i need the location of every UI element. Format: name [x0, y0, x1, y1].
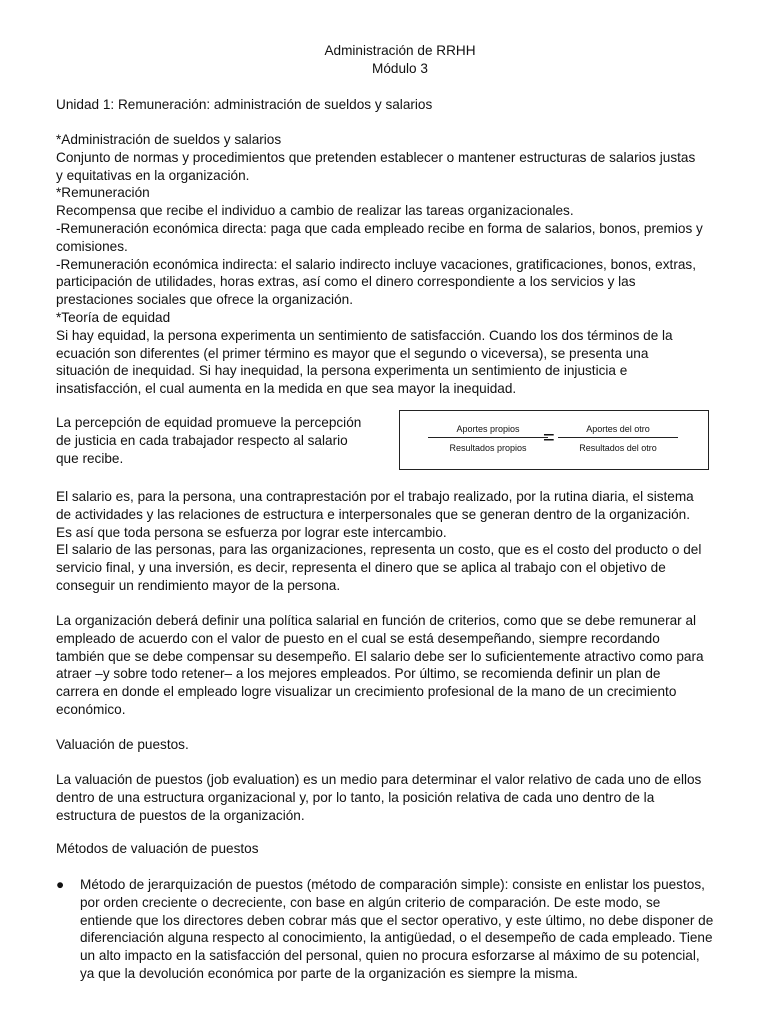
text-line: El salario es, para la persona, una contraprestación por el trabajo realizado, por la rutina diaria, el sistema: [56, 489, 694, 504]
equals-sign: =: [543, 427, 555, 449]
text-line: comisiones.: [56, 238, 128, 254]
job-evaluation-section: [56, 771, 736, 824]
text-line: Conjunto de normas y procedimientos que pretenden establecer o mantener estructuras de salarios justas: [56, 149, 696, 165]
text-line: *Remuneración: [56, 185, 150, 201]
text-line: entiende que los directores deben cobrar más que el sector operativo, y este último, no debe disponer de: [80, 912, 714, 928]
text-line: conseguir un rendimiento mayor de la persona.: [56, 577, 341, 593]
unit-title: Unidad 1: Remuneración: administración de sueldos y salarios: [56, 97, 433, 112]
text-line: ya que la devolución económica por parte de la organización es siempre la misma.: [80, 965, 578, 981]
text-line: situación de inequidad. Si hay inequidad, la persona experimenta un sentimiento de injusticia e: [56, 363, 628, 379]
text-line: participación de utilidades, horas extras, así como el dinero correspondiente a los servicios y las: [56, 274, 636, 290]
text-line: diferenciación alguna respecto al conocimiento, la antigüedad, o el desempeño de cada empleado. Tiene: [80, 930, 713, 946]
text-line: -Remuneración económica indirecta: el salario indirecto incluye vacaciones, gratificaciones, bonos, extras,: [56, 256, 696, 272]
text-line: por orden creciente o decreciente, con base en algún criterio de comparación. De este modo, se: [80, 894, 661, 910]
text-line: carrera en donde el empleado logre visualizar un crecimiento profesional de la mano de un crecimiento: [56, 684, 677, 700]
text-line: La organización deberá definir una política salarial en función de criterios, como que se debe remunerar al: [56, 613, 697, 628]
text-line: atraer –y sobre todo retener– a los mejores empleados. Por último, se recomienda definir un plan de: [56, 666, 661, 682]
own-contributions-label: Aportes propios: [428, 423, 548, 438]
text-line: que recibe.: [56, 450, 124, 466]
text-line: El salario de las personas, para las organizaciones, representa un costo, que es el costo del producto o del: [56, 542, 702, 558]
text-line: económico.: [56, 701, 126, 717]
other-results-label: Resultados del otro: [579, 443, 657, 453]
document-subtitle: Módulo 3: [372, 61, 428, 76]
evaluation-methods-heading: Métodos de valuación de puestos: [56, 841, 259, 856]
text-line: dentro de una estructura organizacional y, por lo tanto, la posición relativa de cada uno dentro de la: [56, 789, 655, 805]
text-line: La valuación de puestos (job evaluation) es un medio para determinar el valor relativo de cada uno de ellos: [56, 772, 702, 787]
text-line: Recompensa que recibe el individuo a cambio de realizar las tareas organizacionales.: [56, 203, 574, 219]
document-header: [0, 42, 768, 78]
text-line: Si hay equidad, la persona experimenta un sentimiento de satisfacción. Cuando los dos términos de la: [56, 327, 673, 343]
text-line: estructura de puestos de la organización.: [56, 807, 305, 823]
text-line: *Teoría de equidad: [56, 309, 171, 325]
own-ratio-fraction: [428, 423, 548, 454]
text-line: insatisfacción, el cual aumenta en la medida en que sea mayor la inequidad.: [56, 381, 517, 397]
equity-perception-text: [56, 414, 386, 467]
job-evaluation-heading: Valuación de puestos.: [56, 737, 189, 752]
text-line: prestaciones sociales que ofrece la organización.: [56, 292, 353, 308]
text-line: un alto impacto en la satisfacción del personal, quien no procura esforzarse al máximo de su potencial,: [80, 948, 700, 964]
remuneration-section: [56, 131, 736, 398]
text-line: empleado de acuerdo con el valor de puesto en el cual se está desempeñando, siempre recordando: [56, 630, 660, 646]
text-line: Método de jerarquización de puestos (método de comparación simple): consiste en enlistar los puestos,: [80, 877, 705, 892]
text-line: de justicia en cada trabajador respecto al salario: [56, 432, 348, 448]
equity-equation-box: [399, 410, 709, 470]
text-line: -Remuneración económica directa: paga que cada empleado recibe en forma de salarios, bonos, premios y: [56, 220, 703, 236]
document-title: Administración de RRHH: [324, 43, 476, 58]
list-item: [56, 876, 760, 983]
text-line: Es así que toda persona se esfuerza por lograr este intercambio.: [56, 524, 447, 540]
text-line: de actividades y las relaciones de estructura e interpersonales que se generan dentro de la organización.: [56, 506, 691, 522]
bullet-icon: ●: [56, 877, 65, 892]
text-line: servicio final, y una inversión, es decir, representa el dinero que se aplica al trabajo con el objetivo de: [56, 560, 666, 576]
salary-section: [56, 488, 736, 595]
salary-policy-section: [56, 612, 736, 719]
text-line: ecuación son diferentes (el primer término es mayor que el segundo o viceversa), se presenta una: [56, 345, 649, 361]
other-contributions-label: Aportes del otro: [558, 423, 678, 438]
text-line: también que se debe compensar su desempeño. El salario debe ser lo suficientemente atractivo como para: [56, 648, 704, 664]
other-ratio-fraction: [558, 423, 678, 454]
own-results-label: Resultados propios: [449, 443, 527, 453]
text-line: *Administración de sueldos y salarios: [56, 132, 282, 147]
text-line: y equitativas en la organización.: [56, 167, 250, 183]
text-line: La percepción de equidad promueve la percepción: [56, 415, 362, 430]
